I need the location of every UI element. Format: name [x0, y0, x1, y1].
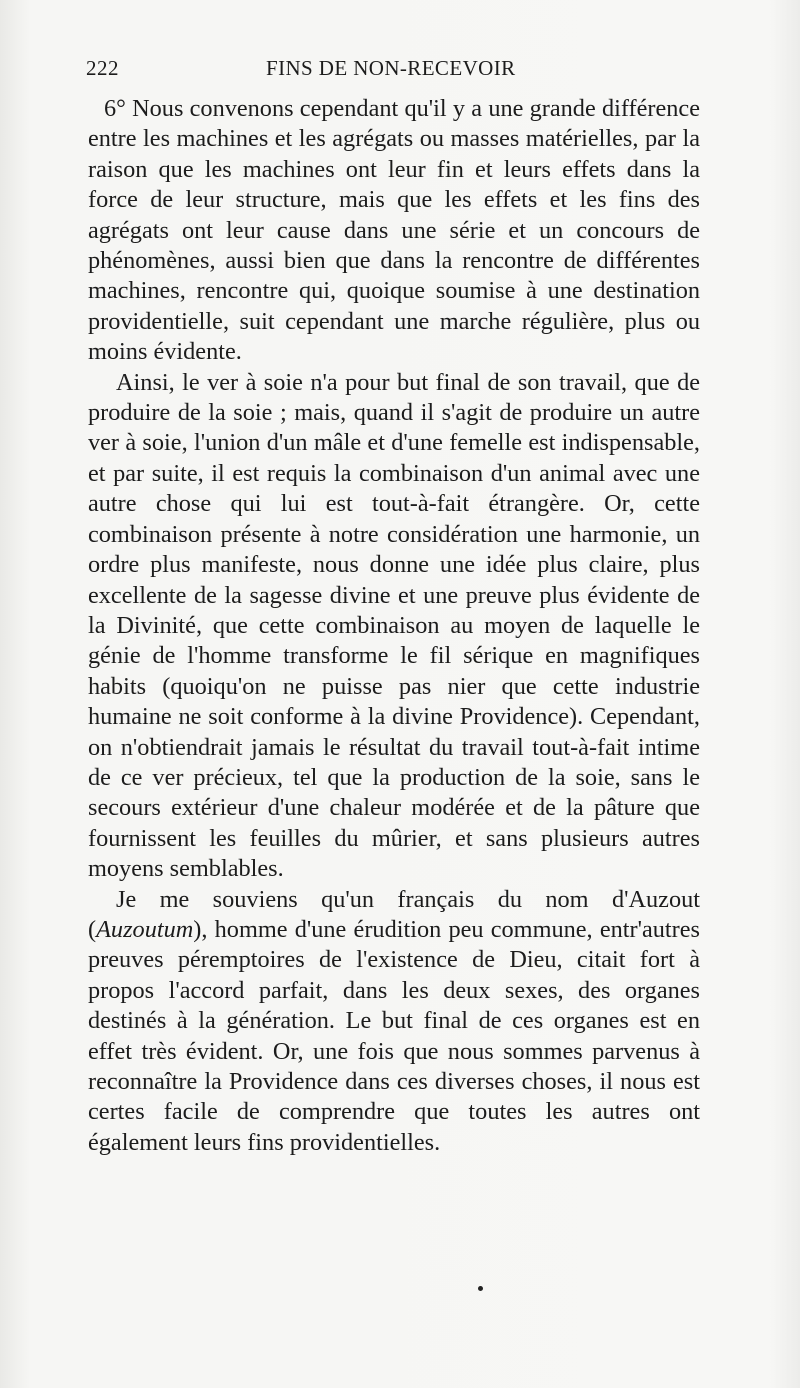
ink-dot [478, 1286, 483, 1291]
latin-name: Auzoutum [96, 915, 194, 943]
paragraph-2: Ainsi, le ver à soie n'a pour but final de son travail, que de produire de la soie ; mais, quand il s'agit de produire un autre ver à soie, l'union d'un mâle et d'une femelle est indispensable, et par suite, il est requis la combinaison d'un animal avec une autre chose qui lui est tout-à-fait étrangère. Or, cette combinaison présente à notre considération une harmonie, un ordre plus manifeste, nous donne une idée plus claire, plus excellente de la sagesse divine et une preuve plus évidente de la Divinité, que cette combinaison au moyen de laquelle le génie de l'homme transforme le fil sérique en magnifiques habits (quoiqu'on ne puisse pas nier que cette industrie humaine ne soit conforme à la divine Providence). Cependant, on n'obtiendrait jamais le résultat du travail tout-à-fait intime de ce ver précieux, tel que la production de la soie, sans le secours extérieur d'une chaleur modérée et de la pâture que fournissent les feuilles du mûrier, et sans plusieurs autres moyens semblables. [88, 368, 700, 883]
page-header [86, 56, 740, 92]
page-number: 222 [86, 56, 119, 80]
paragraph-3-start: Je me souviens qu'un français du nom d'Auzout ( [88, 885, 700, 943]
paragraph-3-end: ), homme d'une érudition peu commune, entr'autres preuves péremptoires de l'existence de Dieu, citait fort à propos l'accord parfait, dans les deux sexes, des organes destinés à la génération. Le but final de ces organes est en effet très évident. Or, une fois que nous sommes parvenus à reconnaître la Providence dans ces diverses choses, il nous est certes facile de comprendre que toutes les autres ont également leurs fins providentielles. [88, 915, 700, 1156]
running-head: FINS DE NON-RECEVOIR [266, 56, 516, 80]
paragraph-1: 6° Nous convenons cependant qu'il y a une grande différence entre les machines et les agrégats ou masses matérielles, par la raison que les machines ont leur fin et leurs effets dans la force de leur structure, mais que les effets et les fins des agrégats ont leur cause dans une série et un concours de phénomènes, aussi bien que dans la rencontre de différentes machines, rencontre qui, quoique soumise à une destination providentielle, suit cependant une marche régulière, plus ou moins évidente. [88, 95, 700, 366]
paragraph-3 [88, 885, 700, 1159]
body-text [88, 94, 700, 1158]
